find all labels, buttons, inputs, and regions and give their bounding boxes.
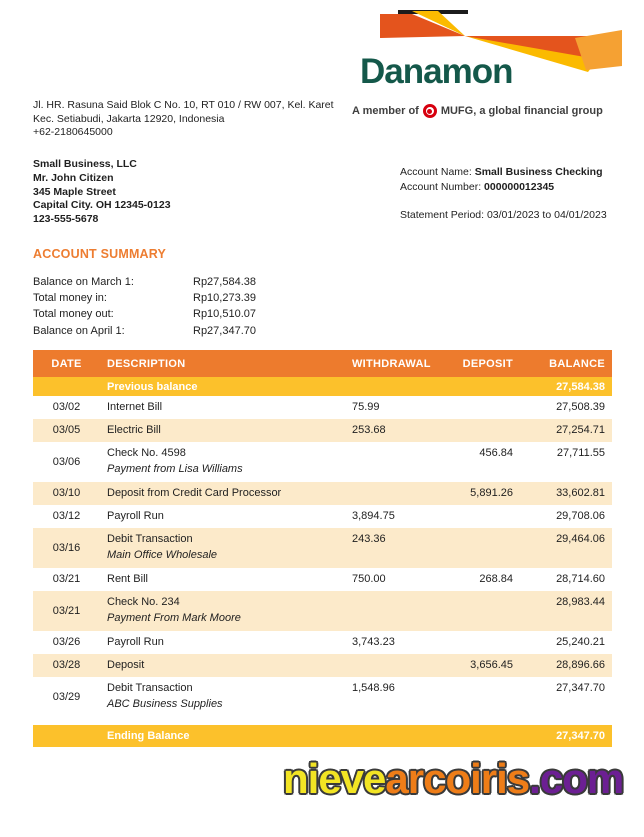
txn-withdrawal (345, 591, 445, 631)
customer-address (33, 158, 171, 227)
txn-balance: 28,714.60 (556, 573, 605, 585)
bank-address-line1: Jl. HR. Rasuna Said Blok C No. 10, RT 010 / RW 007, Kel. Karet (33, 99, 334, 111)
txn-balance: 28,983.44 (520, 591, 612, 631)
txn-description-cell (100, 654, 345, 677)
txn-note: Payment from Lisa Williams (107, 463, 243, 475)
txn-description-cell (100, 505, 345, 528)
txn-deposit: 456.84 (479, 447, 513, 459)
brand-wordmark: Danamon (360, 52, 513, 91)
bank-address-line3: +62-2180645000 (33, 126, 113, 138)
account-summary (33, 247, 333, 339)
customer-city: Capital City. OH 12345-0123 (33, 199, 171, 212)
txn-deposit (445, 591, 520, 631)
account-info (400, 165, 607, 223)
account-name-line: Account Name: Small Business Checking (400, 166, 603, 178)
tagline-suffix: , a global financial group (473, 105, 603, 117)
bank-address-line2: Kec. Setiabudi, Jakarta 12920, Indonesia (33, 112, 225, 125)
txn-date: 03/05 (33, 419, 100, 442)
txn-deposit (445, 396, 520, 419)
txn-balance: 29,708.06 (556, 510, 605, 522)
ending-balance-label: Ending Balance (107, 730, 190, 742)
txn-description-cell (100, 528, 345, 568)
summary-row (33, 323, 333, 339)
txn-balance: 27,711.55 (556, 447, 605, 459)
ending-balance-amount: 27,347.70 (556, 730, 605, 742)
account-number-value: 000000012345 (484, 181, 555, 193)
txn-description: Check No. 4598 (107, 447, 186, 459)
summary-label: Total money in: (33, 292, 107, 305)
transaction-rows (33, 396, 612, 717)
txn-description: Internet Bill (107, 401, 163, 413)
ending-balance-row (33, 725, 612, 747)
txn-note: ABC Business Supplies (107, 698, 223, 710)
header-description: DESCRIPTION (100, 350, 345, 377)
tagline-brand: MUFG (440, 105, 474, 117)
txn-date: 03/28 (33, 654, 100, 677)
txn-date: 03/26 (52, 636, 81, 648)
txn-withdrawal: 750.00 (352, 573, 386, 585)
txn-description: Deposit (107, 659, 145, 671)
txn-description-cell (100, 396, 345, 419)
txn-deposit (445, 419, 520, 442)
customer-phone: 123-555-5678 (33, 213, 99, 226)
account-number-line: Account Number: 000000012345 (400, 181, 555, 193)
transaction-row (33, 591, 612, 631)
txn-balance: 27,508.39 (556, 401, 605, 413)
transaction-row (33, 442, 612, 482)
transaction-row (33, 568, 612, 591)
mufg-tagline (352, 104, 622, 118)
txn-withdrawal: 3,894.75 (352, 510, 395, 522)
txn-description: Debit Transaction (107, 533, 193, 545)
txn-balance: 29,464.06 (520, 528, 612, 568)
txn-withdrawal (345, 442, 445, 482)
txn-deposit: 3,656.45 (445, 654, 520, 677)
mufg-logo-icon (423, 104, 437, 118)
transaction-row (33, 505, 612, 528)
txn-description-cell (100, 442, 345, 482)
header-date: DATE (33, 350, 100, 377)
summary-value: Rp27,347.70 (193, 324, 256, 337)
txn-withdrawal: 75.99 (352, 401, 380, 413)
txn-balance: 27,347.70 (556, 682, 605, 694)
txn-deposit: 268.84 (479, 573, 513, 585)
txn-note: Payment From Mark Moore (107, 612, 241, 624)
customer-street: 345 Maple Street (33, 185, 116, 198)
txn-date: 03/10 (33, 482, 100, 505)
txn-withdrawal: 253.68 (345, 419, 445, 442)
previous-balance-label: Previous balance (100, 377, 345, 396)
account-summary-title: ACCOUNT SUMMARY (33, 247, 167, 261)
bank-address (33, 99, 334, 140)
txn-description-cell (100, 419, 345, 442)
transaction-row (33, 419, 612, 442)
transaction-row (33, 677, 612, 717)
summary-value: Rp10,510.07 (193, 308, 256, 321)
txn-date: 03/02 (52, 401, 81, 413)
site-watermark (283, 755, 623, 803)
txn-date: 03/29 (52, 690, 81, 703)
txn-description-cell (100, 677, 345, 717)
header-withdrawal: WITHDRAWAL (345, 350, 445, 377)
txn-description: Payroll Run (107, 510, 164, 522)
customer-company: Small Business, LLC (33, 158, 137, 170)
txn-description-cell (100, 591, 345, 631)
txn-withdrawal (345, 654, 445, 677)
txn-deposit (445, 677, 520, 717)
transaction-row (33, 528, 612, 568)
summary-value: Rp27,584.38 (193, 276, 256, 288)
txn-description-cell (100, 568, 345, 591)
txn-date: 03/21 (33, 591, 100, 631)
summary-row (33, 290, 333, 306)
danamon-logo (350, 10, 625, 102)
txn-balance: 27,254.71 (520, 419, 612, 442)
txn-withdrawal: 1,548.96 (352, 682, 395, 694)
summary-value: Rp10,273.39 (193, 292, 256, 305)
table-header-row (33, 350, 612, 377)
txn-deposit: 5,891.26 (445, 482, 520, 505)
txn-description: Payroll Run (107, 636, 164, 648)
transaction-row (33, 631, 612, 654)
summary-row (33, 306, 333, 322)
txn-withdrawal (345, 482, 445, 505)
txn-balance: 33,602.81 (520, 482, 612, 505)
customer-name: Mr. John Citizen (33, 171, 114, 184)
previous-balance-amount: 27,584.38 (520, 377, 612, 396)
txn-description: Rent Bill (107, 573, 148, 585)
txn-description: Check No. 234 (107, 596, 180, 608)
previous-balance-row (33, 377, 612, 396)
txn-deposit (445, 505, 520, 528)
watermark-part3: .com (529, 755, 624, 802)
summary-row (33, 274, 333, 290)
account-name-value: Small Business Checking (474, 166, 603, 178)
summary-label: Total money out: (33, 308, 114, 321)
account-summary-rows (33, 274, 333, 339)
txn-description: Debit Transaction (107, 682, 193, 694)
transactions-table (33, 350, 612, 717)
txn-description-cell (100, 482, 345, 505)
txn-date: 03/06 (52, 455, 81, 468)
summary-label: Balance on March 1: (33, 276, 134, 288)
txn-note: Main Office Wholesale (107, 549, 218, 561)
txn-deposit (445, 528, 520, 568)
txn-description: Electric Bill (107, 424, 161, 436)
statement-period: Statement Period: 03/01/2023 to 04/01/2023 (400, 209, 607, 221)
header-deposit: DEPOSIT (445, 350, 520, 377)
summary-label: Balance on April 1: (33, 324, 125, 337)
txn-description: Deposit from Credit Card Processor (107, 487, 282, 499)
txn-description-cell (100, 631, 345, 654)
header-balance: BALANCE (520, 350, 612, 377)
transaction-row (33, 396, 612, 419)
watermark-part1: nieve (283, 755, 386, 802)
txn-date: 03/16 (33, 528, 100, 568)
txn-date: 03/21 (52, 573, 81, 585)
txn-withdrawal: 243.36 (345, 528, 445, 568)
txn-balance: 28,896.66 (520, 654, 612, 677)
transaction-row (33, 482, 612, 505)
watermark-part2: arcoiris (385, 755, 530, 802)
txn-withdrawal: 3,743.23 (352, 636, 395, 648)
txn-deposit (445, 631, 520, 654)
tagline-prefix: A member of (352, 105, 419, 117)
transaction-row (33, 654, 612, 677)
txn-balance: 25,240.21 (556, 636, 605, 648)
txn-date: 03/12 (52, 510, 81, 522)
